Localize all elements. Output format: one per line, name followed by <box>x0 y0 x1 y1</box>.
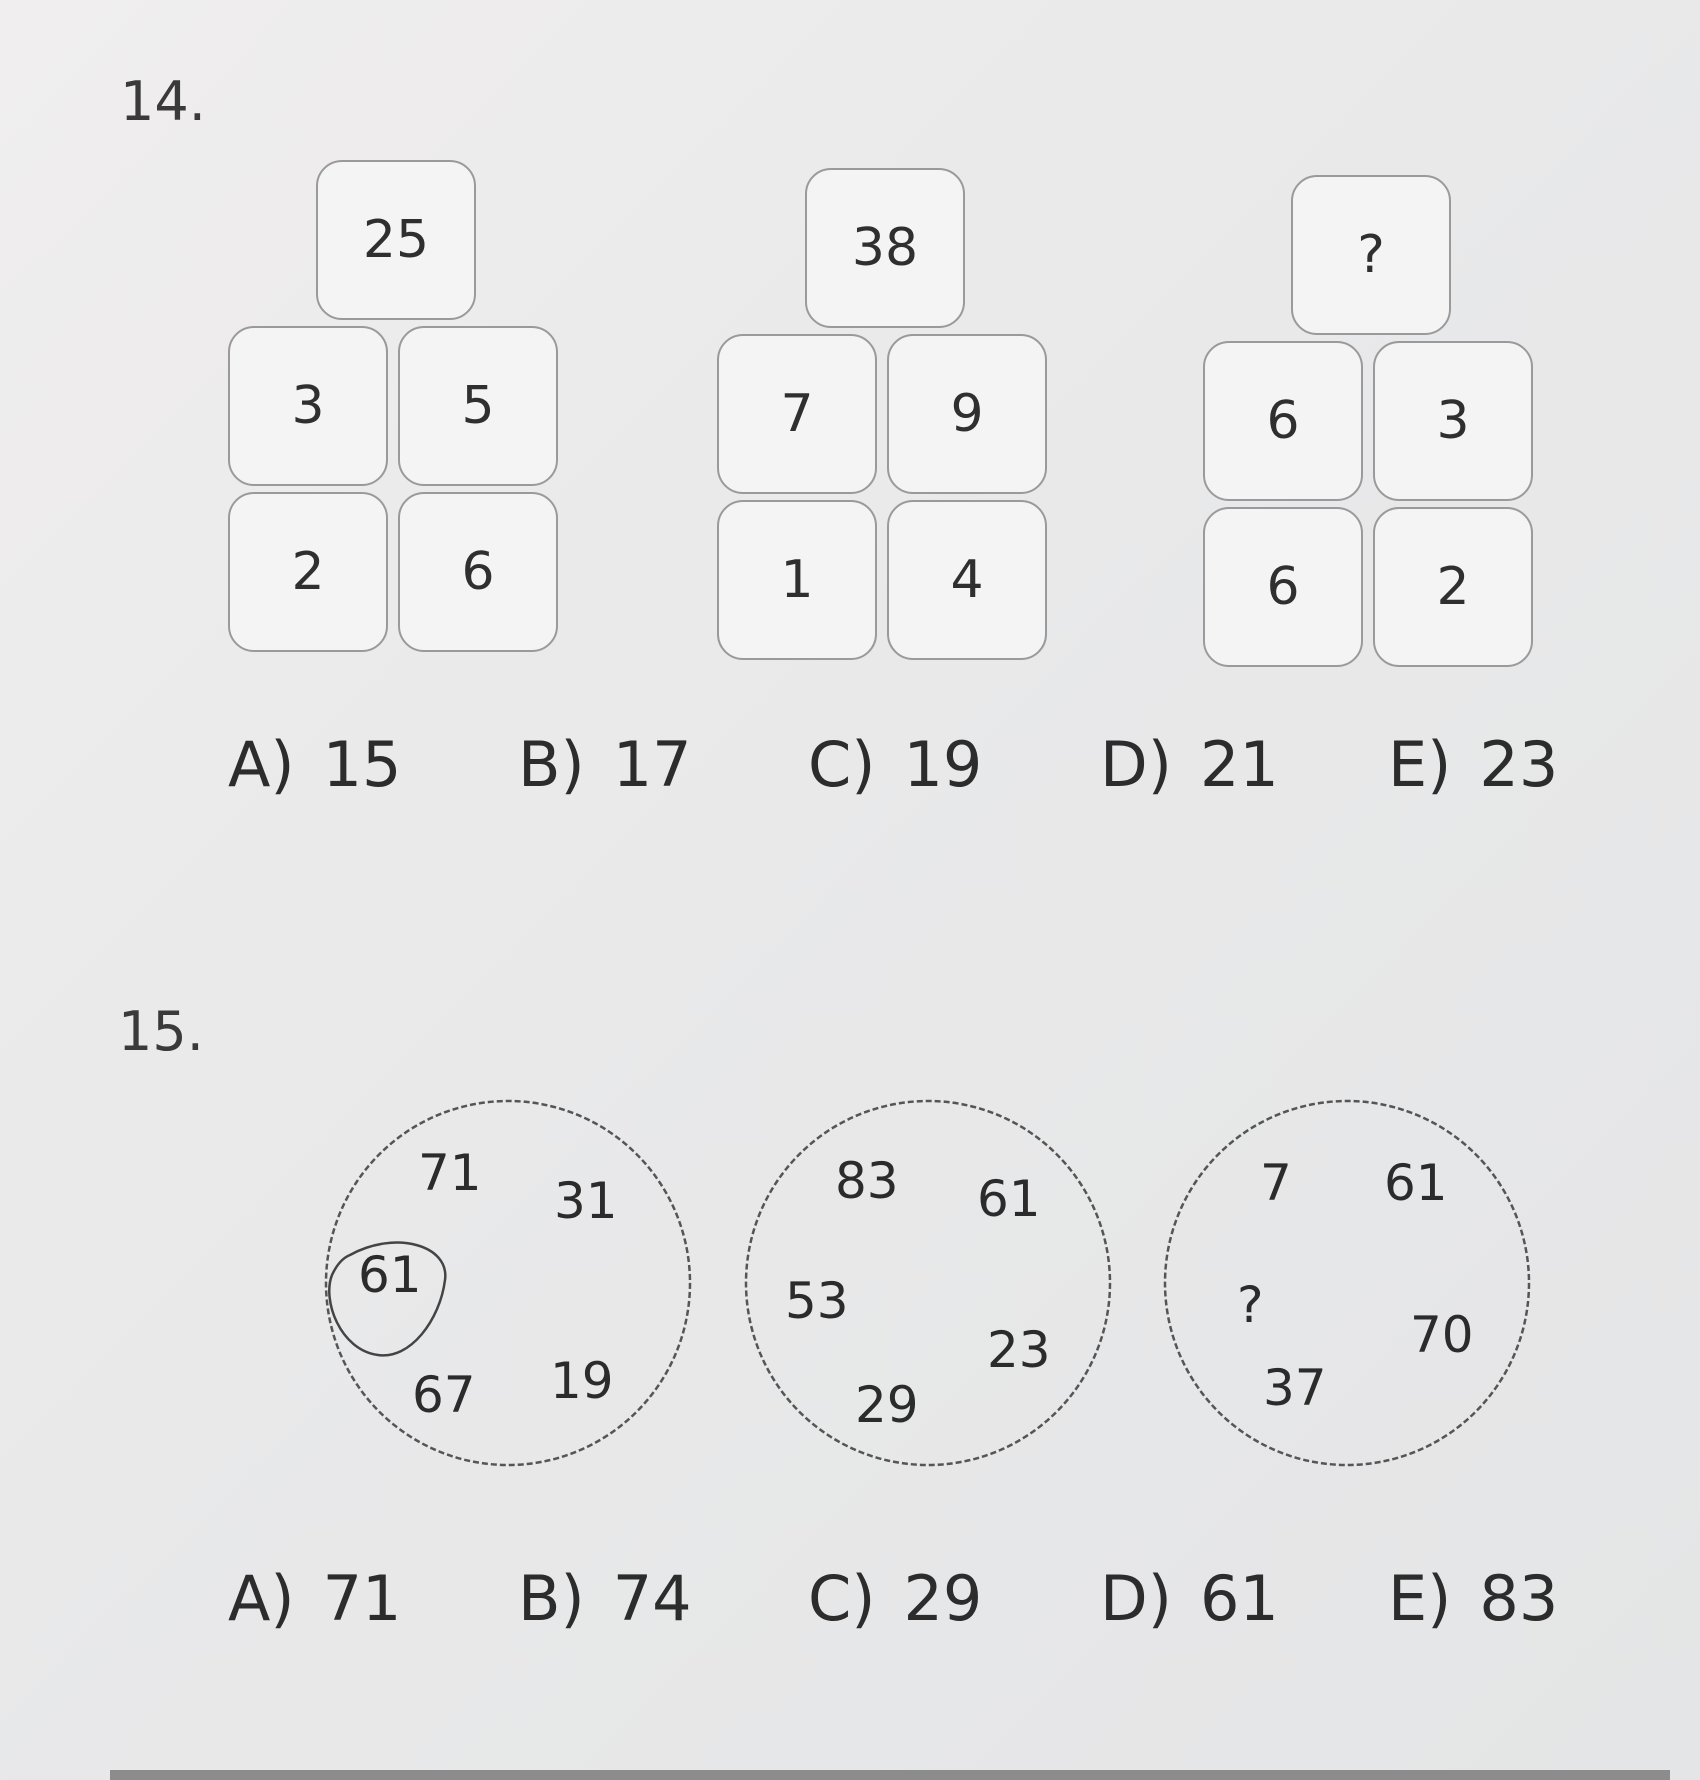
number-circle-3 <box>1165 1101 1529 1465</box>
option-letter: A) <box>228 728 295 801</box>
pyramid-box-top-right: 3 <box>1373 341 1533 501</box>
q15-option-d[interactable] <box>1100 1562 1279 1635</box>
pyramid-box-bottom-left: 2 <box>228 492 388 652</box>
circle-number: 83 <box>835 1152 899 1210</box>
pyramid-box-bottom-right: 2 <box>1373 507 1533 667</box>
q15-option-a[interactable] <box>228 1562 402 1635</box>
pyramid-top-box-unknown: ? <box>1291 175 1451 335</box>
option-value: 61 <box>1199 1562 1279 1635</box>
circle-number: 31 <box>554 1172 618 1230</box>
option-value: 71 <box>322 1562 402 1635</box>
pyramid-box-bottom-left: 6 <box>1203 507 1363 667</box>
circle-number: 70 <box>1410 1306 1474 1364</box>
option-letter: B) <box>518 1562 585 1635</box>
q15-option-e[interactable] <box>1388 1562 1558 1635</box>
option-letter: A) <box>228 1562 295 1635</box>
option-value: 74 <box>612 1562 692 1635</box>
pyramid-box-bottom-left: 1 <box>717 500 877 660</box>
circle-number: 53 <box>785 1272 849 1330</box>
circle-number: 23 <box>987 1321 1051 1379</box>
option-letter: C) <box>808 1562 876 1635</box>
option-letter: B) <box>518 728 585 801</box>
circle-number: 7 <box>1260 1154 1292 1212</box>
pyramid-box-top-left: 7 <box>717 334 877 494</box>
option-value: 15 <box>322 728 402 801</box>
circle-number-unknown: ? <box>1237 1276 1264 1334</box>
page-bottom-edge <box>110 1770 1670 1780</box>
pyramid-box-bottom-right: 6 <box>398 492 558 652</box>
pyramid-box-bottom-right: 4 <box>887 500 1047 660</box>
number-circle-2 <box>746 1101 1110 1465</box>
question-14-number: 14. <box>120 70 206 133</box>
option-letter: E) <box>1388 728 1452 801</box>
circle-number: 37 <box>1263 1359 1327 1417</box>
option-value: 29 <box>903 1562 983 1635</box>
pyramid-box-top-left: 3 <box>228 326 388 486</box>
question-15-options <box>228 1562 1608 1642</box>
pyramid-top-box: 38 <box>805 168 965 328</box>
option-value: 83 <box>1479 1562 1559 1635</box>
circle-number: 61 <box>1384 1154 1448 1212</box>
pyramid-box-top-right: 5 <box>398 326 558 486</box>
option-letter: C) <box>808 728 876 801</box>
circle-number: 61 <box>977 1170 1041 1228</box>
circle-number: 71 <box>418 1144 482 1202</box>
option-value: 21 <box>1199 728 1279 801</box>
question-15-number: 15. <box>118 1000 204 1063</box>
circle-number: 29 <box>855 1376 919 1434</box>
pyramid-box-top-left: 6 <box>1203 341 1363 501</box>
number-circle-1 <box>326 1101 690 1465</box>
circle-outline <box>1165 1101 1529 1465</box>
option-value: 19 <box>903 728 983 801</box>
circle-number: 67 <box>412 1366 476 1424</box>
option-letter: D) <box>1100 1562 1172 1635</box>
option-value: 23 <box>1479 728 1559 801</box>
option-letter: D) <box>1100 728 1172 801</box>
pyramid-box-top-right: 9 <box>887 334 1047 494</box>
circle-number: 19 <box>550 1352 614 1410</box>
circle-number: 61 <box>358 1246 422 1304</box>
q15-option-c[interactable] <box>808 1562 982 1635</box>
option-value: 17 <box>612 728 692 801</box>
pyramid-top-box: 25 <box>316 160 476 320</box>
q15-option-b[interactable] <box>518 1562 692 1635</box>
option-letter: E) <box>1388 1562 1452 1635</box>
